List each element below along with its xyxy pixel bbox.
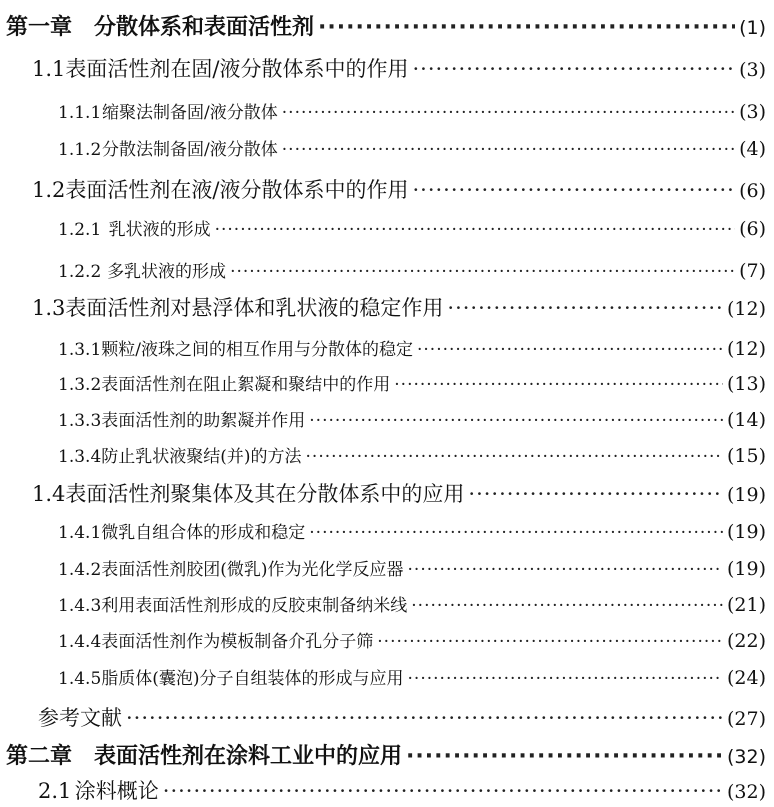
toc-entry-title: 表面活性剂作为模板制备介孔分子筛 [101, 632, 374, 652]
toc-entry-number: 1.1 [32, 57, 66, 81]
toc-entry-number: 1.3.4 [58, 447, 102, 467]
toc-entry-subsection-1-4-3[interactable] [58, 591, 766, 616]
toc-entry-page: (15) [726, 445, 766, 467]
toc-entry-chapter-1[interactable] [6, 10, 766, 41]
toc-entry-number: 第二章 [6, 744, 73, 769]
toc-entry-page: (3) [739, 101, 766, 123]
toc-entry-title: 乳状液的形成 [108, 220, 211, 240]
toc-entry-number: 1.1.2 [58, 140, 102, 160]
toc-entry-page: (6) [739, 218, 766, 240]
toc-entry-subsection-1-4-4[interactable] [58, 627, 766, 652]
toc-entry-number: 1.3.3 [58, 411, 102, 431]
toc-entry-number: 1.2 [32, 178, 66, 202]
toc-entry-page: (7) [739, 260, 766, 282]
toc-entry-section-1-3[interactable] [32, 292, 766, 322]
dot-leader [215, 220, 736, 240]
toc-entry-subsection-1-2-1[interactable] [58, 215, 766, 240]
toc-entry-number: 1.4.2 [58, 560, 102, 580]
toc-entry-title: 多乳状液的形成 [107, 262, 227, 282]
dot-leader [377, 632, 723, 652]
toc-entry-page: (24) [726, 667, 766, 689]
toc-entry-number: 2.1 [38, 779, 72, 803]
toc-entry-subsection-1-1-2[interactable] [58, 135, 766, 160]
toc-entry-title: 涂料概论 [74, 779, 159, 803]
toc-entry-section-1-2[interactable] [32, 174, 766, 204]
dot-leader [417, 340, 723, 360]
toc-entry-page: (21) [726, 594, 766, 616]
toc-entry-number: 1.3.1 [58, 340, 102, 360]
toc-entry-title: 防止乳状液聚结(并)的方法 [101, 447, 302, 467]
dot-leader [282, 140, 735, 160]
toc-entry-page: (4) [739, 138, 766, 160]
toc-entry-title: 表面活性剂的助絮凝并作用 [101, 411, 306, 431]
toc-entry-page: (14) [726, 409, 766, 431]
toc-entry-number: 1.1.1 [58, 103, 102, 123]
dot-leader [406, 744, 723, 769]
toc-entry-subsection-1-3-3[interactable] [58, 406, 766, 431]
toc-entry-title: 颗粒/液珠之间的相互作用与分散体的稳定 [101, 340, 413, 360]
dot-leader [408, 669, 723, 689]
toc-entry-title: 表面活性剂对悬浮体和乳状液的稳定作用 [65, 296, 444, 320]
toc-entry-number: 1.4.4 [58, 632, 102, 652]
dot-leader [412, 57, 735, 81]
dot-leader [309, 523, 723, 543]
dot-leader [282, 103, 735, 123]
toc-entry-title: 分散法制备固/液分散体 [102, 140, 278, 160]
toc-entry-page: (13) [726, 373, 766, 395]
toc-entry-section-1-1[interactable] [32, 53, 766, 83]
toc-entry-title: 缩聚法制备固/液分散体 [102, 103, 278, 123]
toc-entry-title: 表面活性剂在液/液分散体系中的作用 [65, 178, 409, 202]
dot-leader [411, 596, 723, 616]
toc-entry-title: 表面活性剂聚集体及其在分散体系中的应用 [65, 482, 465, 506]
dot-leader [306, 447, 723, 467]
dot-leader [412, 178, 735, 202]
toc-entry-page: (19) [726, 521, 766, 543]
toc-entry-title: 微乳自组合体的形成和稳定 [101, 523, 306, 543]
toc-entry-subsection-1-4-1[interactable] [58, 518, 766, 543]
toc-entry-number: 1.2.2 [58, 262, 102, 282]
toc-entry-page: (19) [726, 484, 766, 506]
dot-leader [309, 411, 723, 431]
toc-entry-title: 表面活性剂在涂料工业中的应用 [94, 744, 403, 769]
toc-entry-chapter-2[interactable] [6, 739, 766, 770]
toc-entry-number: 1.4.5 [58, 669, 102, 689]
toc-entry-subsection-1-1-1[interactable] [58, 98, 766, 123]
toc-entry-number: 1.4.1 [58, 523, 102, 543]
toc-entry-title: 利用表面活性剂形成的反胶束制备纳米线 [101, 596, 408, 616]
toc-entry-number: 1.4 [32, 482, 66, 506]
toc-entry-subsection-1-2-2[interactable] [58, 257, 766, 282]
toc-entry-page: (12) [726, 338, 766, 360]
dot-leader [394, 375, 723, 395]
dot-leader [318, 15, 735, 40]
toc-entry-page: (22) [726, 630, 766, 652]
dot-leader [230, 262, 735, 282]
toc-entry-page: (12) [726, 298, 766, 320]
toc-entry-page: (19) [726, 558, 766, 580]
toc-entry-page: (32) [726, 781, 766, 803]
toc-entry-subsection-1-4-5[interactable] [58, 664, 766, 689]
toc-entry-section-1-4[interactable] [32, 478, 766, 508]
dot-leader [447, 296, 723, 320]
dot-leader [468, 482, 723, 506]
toc-entry-title: 参考文献 [38, 706, 122, 730]
toc-entry-subsection-1-3-1[interactable] [58, 335, 766, 360]
toc-entry-number: 1.3 [32, 296, 66, 320]
toc-entry-page: (32) [726, 746, 766, 768]
toc-entry-page: (3) [739, 59, 766, 81]
toc-entry-subsection-1-4-2[interactable] [58, 555, 766, 580]
dot-leader [163, 779, 723, 803]
toc-entry-number: 1.2.1 [58, 220, 102, 240]
toc-entry-page: (1) [739, 17, 766, 39]
toc-entry-title: 表面活性剂胶团(微乳)作为光化学反应器 [101, 560, 404, 580]
toc-entry-title: 表面活性剂在阻止絮凝和聚结中的作用 [101, 375, 391, 395]
toc-entry-number: 1.4.3 [58, 596, 102, 616]
toc-entry-page: (6) [739, 180, 766, 202]
toc-entry-page: (27) [726, 708, 766, 730]
toc-entry-references[interactable] [38, 702, 766, 732]
dot-leader [408, 560, 723, 580]
toc-entry-subsection-1-3-2[interactable] [58, 370, 766, 395]
toc-entry-section-2-1[interactable] [38, 775, 766, 805]
toc-entry-title: 分散体系和表面活性剂 [94, 15, 315, 40]
dot-leader [126, 706, 723, 730]
toc-entry-title: 脂质体(囊泡)分子自组装体的形成与应用 [101, 669, 404, 689]
toc-entry-subsection-1-3-4[interactable] [58, 442, 766, 467]
toc-entry-number: 第一章 [6, 15, 73, 40]
toc-entry-title: 表面活性剂在固/液分散体系中的作用 [65, 57, 409, 81]
toc-entry-number: 1.3.2 [58, 375, 102, 395]
